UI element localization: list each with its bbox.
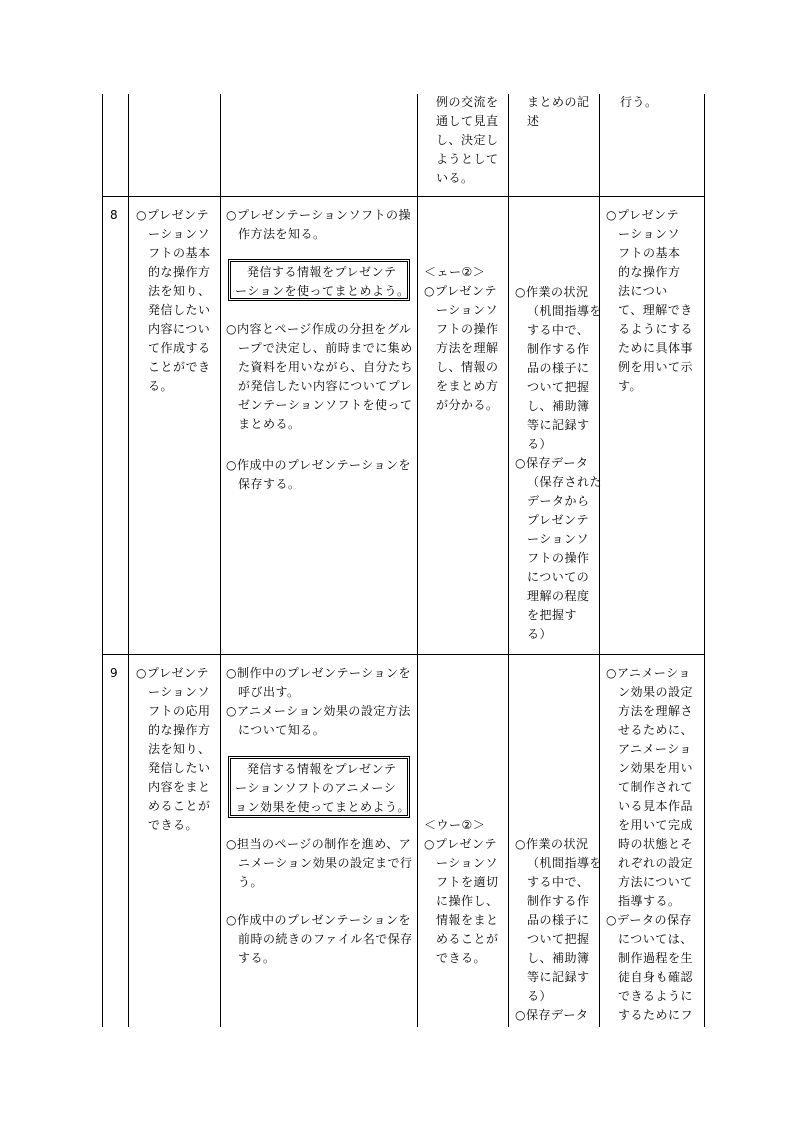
text-line: 的な操作方: [618, 265, 681, 279]
text-line: プレゼンテ: [527, 513, 590, 527]
row9-goal: [136, 664, 211, 835]
text-line: まとめる。: [238, 417, 301, 431]
text-line: ○プレゼンテ: [424, 837, 497, 851]
text-line: ために具体事: [618, 341, 694, 355]
text-line: て、理解でき: [618, 303, 693, 317]
text-line: できる。: [148, 818, 199, 832]
text-line: 的な操作方: [148, 265, 211, 279]
table-border-right: [704, 94, 705, 1027]
text-line: ○プレゼンテ: [606, 208, 679, 222]
text-line: ○担当のページの制作を進め、ア: [226, 837, 412, 851]
text-line: 方法を理解: [436, 341, 499, 355]
table-divider-number: [128, 94, 129, 1027]
text-line: ゼンテーションソフトを使って: [238, 398, 413, 412]
text-line: をまとめ方: [436, 379, 499, 393]
row8-goal: [136, 206, 211, 396]
text-line: せるために、: [618, 723, 694, 737]
text-line: について知る。: [238, 723, 326, 737]
text-line: （机間指導を: [527, 304, 603, 318]
text-line: う。: [238, 875, 264, 889]
text-line: ○データの保存: [606, 913, 692, 927]
text-line: 発信する情報をプレゼンテ: [247, 265, 397, 279]
text-line: ーションソフトのアニメーシ: [235, 781, 397, 795]
text-line: ついて把握: [527, 932, 590, 946]
text-line: についての: [527, 570, 590, 584]
text-line: るようにする: [618, 322, 694, 336]
text-line: る。: [148, 379, 174, 393]
text-line: 時の状態とそ: [618, 837, 694, 851]
text-line: 法を知り、: [148, 284, 211, 298]
text-line: 方法を理解さ: [618, 704, 694, 718]
text-line: る）: [527, 437, 553, 451]
text-line: ○プレゼンテ: [136, 666, 209, 680]
text-line: し、決定し: [436, 133, 499, 147]
text-line: いる。: [436, 171, 474, 185]
text-line: 品の様子に: [527, 913, 590, 927]
text-line: 等に記録す: [527, 418, 590, 432]
row9-criteria: [424, 816, 499, 968]
text-line: 保存する。: [238, 477, 301, 491]
text-line: フトの応用: [148, 704, 211, 718]
text-line: ーションソ: [436, 303, 499, 317]
text-line: めることが: [436, 932, 499, 946]
text-line: ついて把握: [527, 380, 590, 394]
text-line: ニメーション効果の設定まで行: [238, 856, 413, 870]
text-line: ン効果を用い: [618, 761, 694, 775]
text-line: 作方法を知る。: [238, 227, 326, 241]
text-line: アニメーショ: [618, 742, 692, 756]
top-row-method: [527, 93, 590, 131]
text-line: ○制作中のプレゼンテーションを: [226, 666, 412, 680]
text-line: 方法について: [618, 875, 693, 889]
text-line: が発信したい内容についてプレ: [238, 379, 413, 393]
text-line: 情報をまと: [436, 913, 499, 927]
top-row-support: [620, 93, 658, 112]
text-line: 行う。: [620, 95, 658, 109]
text-line: が分かる。: [436, 398, 499, 412]
text-line: れぞれの設定: [618, 856, 694, 870]
text-line: ョン効果を使ってまとめよう。: [235, 800, 411, 814]
text-line: 発信したい: [148, 761, 211, 775]
text-line: て作成する: [148, 341, 211, 355]
row9-number: 9: [110, 666, 119, 680]
text-line: し、補助簿: [527, 951, 590, 965]
row8-method: [515, 283, 602, 644]
text-line: 理解の程度: [527, 589, 590, 603]
text-line: ○作業の状況: [515, 285, 589, 299]
text-line: フトの操作: [527, 551, 590, 565]
text-line: 呼び出す。: [238, 685, 300, 699]
text-line: ーションソ: [148, 685, 211, 699]
row8-support: [606, 206, 693, 396]
text-line: る）: [527, 989, 553, 1003]
text-line: ○保存データ: [515, 456, 589, 470]
text-line: ーションソ: [527, 532, 590, 546]
text-line: については、: [618, 932, 693, 946]
row-separator-8-9: [102, 654, 704, 655]
text-line: 例を用いて示: [618, 360, 694, 374]
text-line: する中で、: [527, 875, 590, 889]
table-divider-activity: [417, 94, 418, 1027]
row9-activity-2: [226, 835, 413, 892]
text-line: ○プレゼンテーションソフトの操: [226, 208, 412, 222]
row8-criteria: [424, 263, 499, 415]
text-line: る）: [527, 627, 553, 641]
text-line: 的な操作方: [148, 723, 211, 737]
text-line: ことができ: [148, 360, 211, 374]
row9-activity-3: [226, 911, 413, 968]
text-line: 法につい: [618, 284, 668, 298]
text-line: ようとして: [436, 152, 499, 166]
text-line: する。: [238, 951, 276, 965]
text-line: 制作する作: [527, 894, 590, 908]
text-line: を把握す: [527, 608, 578, 622]
text-line: ○保存データ: [515, 1008, 589, 1022]
text-line: ○プレゼンテ: [424, 284, 497, 298]
text-line: ーションソ: [436, 856, 499, 870]
text-line: に操作し、: [436, 894, 499, 908]
text-line: ーションソ: [148, 227, 211, 241]
row8-activity-1: [226, 206, 411, 244]
text-line: て制作されて: [618, 780, 694, 794]
text-line: ーションを使ってまとめよう。: [235, 284, 410, 298]
text-line: た資料を用いながら、自分たち: [238, 360, 414, 374]
row9-task-box: [228, 756, 410, 818]
text-line: （机間指導を: [527, 856, 603, 870]
table-divider-goal: [220, 94, 221, 1027]
text-line: するためにフ: [618, 1008, 694, 1022]
text-line: ン効果の設定: [618, 685, 694, 699]
text-line: ープで決定し、前時までに集め: [238, 341, 413, 355]
text-line: フトの基本: [148, 246, 211, 260]
text-line: 法を知り、: [148, 742, 211, 756]
text-line: いる見本作品: [618, 799, 694, 813]
text-line: データから: [527, 494, 590, 508]
text-line: ＜ウー②＞: [424, 818, 486, 832]
text-line: 指導する。: [618, 894, 681, 908]
text-line: ○作成中のプレゼンテーションを: [226, 913, 412, 927]
text-line: 通して見直: [436, 114, 499, 128]
text-line: ○作成中のプレゼンテーションを: [226, 458, 412, 472]
text-line: ○プレゼンテ: [136, 208, 209, 222]
text-line: 制作する作: [527, 342, 590, 356]
text-line: 例の交流を: [436, 95, 499, 109]
row8-activity-2: [226, 320, 413, 434]
text-line: フトの操作: [436, 322, 499, 336]
text-line: まとめの記: [527, 95, 590, 109]
text-line: （保存された: [527, 475, 603, 489]
table-border-left: [102, 94, 103, 1027]
text-line: 制作過程を生: [618, 951, 694, 965]
row8-task-box: [228, 259, 410, 301]
text-line: ○作業の状況: [515, 837, 589, 851]
text-line: フトの基本: [618, 246, 681, 260]
text-line: 前時の続きのファイル名で保存: [238, 932, 413, 946]
row-separator-7-8: [102, 196, 704, 197]
text-line: ○アニメーション効果の設定方法: [226, 704, 411, 718]
text-line: ＜ェー②＞: [424, 265, 486, 279]
text-line: ○内容とページ作成の分担をグル: [226, 322, 412, 336]
row9-activity-1: [226, 664, 411, 740]
row9-support: [606, 664, 693, 1025]
text-line: ーションソ: [618, 227, 681, 241]
text-line: できる。: [436, 951, 487, 965]
text-line: めることが: [148, 799, 211, 813]
text-line: する中で、: [527, 323, 590, 337]
row9-method: [515, 835, 602, 1025]
text-line: す。: [618, 379, 643, 393]
table-divider-criteria: [508, 94, 509, 1027]
text-line: 品の様子に: [527, 361, 590, 375]
text-line: 内容につい: [148, 322, 211, 336]
text-line: 発信する情報をプレゼンテ: [247, 762, 397, 776]
top-row-evaluation: [436, 93, 499, 188]
text-line: フトを適切: [436, 875, 499, 889]
text-line: 等に記録す: [527, 970, 590, 984]
text-line: を用いて完成: [618, 818, 694, 832]
text-line: 発信したい: [148, 303, 211, 317]
row8-activity-3: [226, 456, 411, 494]
text-line: し、補助簿: [527, 399, 590, 413]
row8-number: 8: [110, 208, 119, 222]
text-line: 内容をまと: [148, 780, 211, 794]
text-line: できるように: [618, 989, 694, 1003]
text-line: ○アニメーショ: [606, 666, 691, 680]
text-line: 徒自身も確認: [618, 970, 694, 984]
text-line: 述: [527, 114, 540, 128]
text-line: し、情報の: [436, 360, 499, 374]
